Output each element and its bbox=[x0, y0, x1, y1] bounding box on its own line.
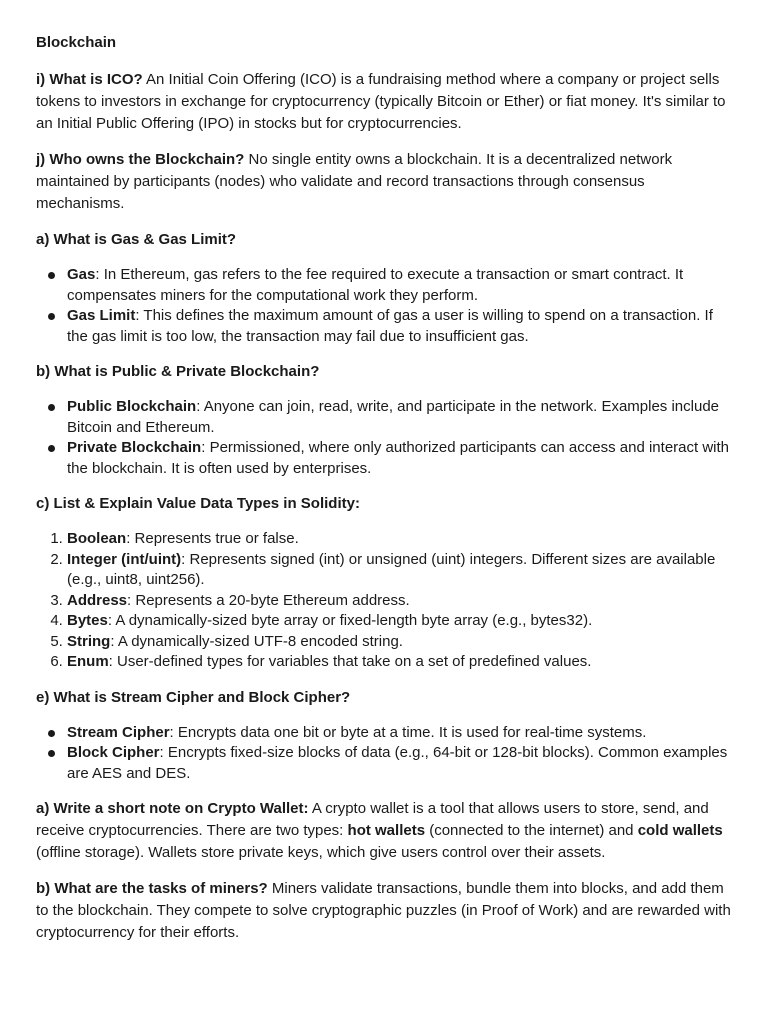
list-item-text: : In Ethereum, gas refers to the fee required to execute a transaction or smart contract. It compensates miners for the computational work they perform. bbox=[67, 266, 684, 304]
list-item bbox=[67, 397, 736, 438]
list-item bbox=[67, 265, 736, 306]
list-item-term: Private Blockchain bbox=[67, 439, 202, 456]
solidity-list bbox=[36, 529, 736, 673]
wallet-answer-part2: (connected to the internet) and bbox=[425, 822, 638, 839]
list-item-term: Enum bbox=[67, 653, 109, 670]
ico-question: i) What is ICO? bbox=[36, 71, 143, 88]
list-item bbox=[67, 591, 736, 612]
list-item-term: Integer (int/uint) bbox=[67, 550, 182, 568]
list-item bbox=[67, 438, 736, 479]
list-item-text: : User-defined types for variables that take on a set of predefined values. bbox=[108, 653, 592, 670]
list-item bbox=[67, 723, 736, 744]
list-item bbox=[67, 529, 736, 550]
list-item-text: : Represents a 20-byte Ethereum address. bbox=[127, 591, 410, 609]
ico-paragraph bbox=[36, 69, 736, 135]
list-item bbox=[67, 306, 736, 347]
wallet-paragraph bbox=[36, 798, 736, 864]
document-title: Blockchain bbox=[36, 34, 117, 51]
miners-question: b) What are the tasks of miners? bbox=[36, 880, 268, 897]
gas-list bbox=[36, 265, 736, 347]
list-item bbox=[67, 743, 736, 784]
list-item-term: Public Blockchain bbox=[67, 398, 197, 415]
ico-answer: An Initial Coin Offering (ICO) is a fundraising method where a company or project sells tokens to investors in exchange for cryptocurrency (typically Bitcoin or Ether) or fiat money. It's similar to an Initial Public Offering (IPO) in stocks but for cryptocurrencies. bbox=[36, 71, 726, 132]
list-item-text: : A dynamically-sized UTF-8 encoded string. bbox=[110, 632, 403, 650]
list-item-term: Stream Cipher bbox=[67, 723, 170, 741]
list-item-text: : Permissioned, where only authorized participants can access and interact with the blockchain. It is often used by enterprises. bbox=[67, 439, 730, 477]
list-item-term: Bytes bbox=[67, 612, 108, 629]
list-item bbox=[67, 611, 736, 632]
cipher-heading: e) What is Stream Cipher and Block Cipher? bbox=[36, 688, 351, 706]
wallet-answer-part1: A crypto wallet is a tool that allows users to store, send, and receive cryptocurrencies. There are two types: bbox=[36, 800, 709, 839]
gas-heading: a) What is Gas & Gas Limit? bbox=[36, 231, 237, 248]
list-item-term: Gas Limit bbox=[67, 307, 136, 324]
list-item bbox=[67, 652, 736, 673]
miners-answer: Miners validate transactions, bundle them into blocks, and add them to the blockchain. They compete to solve cryptographic puzzles (in Proof of Work) and are rewarded with cryptocurrency for their efforts. bbox=[36, 880, 731, 941]
list-item-term: Gas bbox=[67, 266, 96, 283]
solidity-heading: c) List & Explain Value Data Types in Solidity: bbox=[36, 495, 360, 512]
wallet-question: a) Write a short note on Crypto Wallet: bbox=[36, 800, 309, 817]
list-item-text: : This defines the maximum amount of gas a user is willing to spend on a transaction. If the gas limit is too low, the transaction may fail due to insufficient gas. bbox=[67, 307, 713, 345]
wallet-answer-part3: (offline storage). Wallets store private keys, which give users control over their assets. bbox=[36, 844, 606, 861]
list-item-text: : Represents true or false. bbox=[126, 530, 299, 547]
public-private-heading: b) What is Public & Private Blockchain? bbox=[36, 363, 320, 380]
list-item bbox=[67, 632, 736, 653]
list-item-text: : A dynamically-sized byte array or fixed-length byte array (e.g., bytes32). bbox=[107, 612, 593, 629]
owner-paragraph bbox=[36, 149, 736, 215]
list-item-term: String bbox=[67, 632, 111, 650]
owner-question: j) Who owns the Blockchain? bbox=[36, 151, 245, 168]
list-item-text: : Encrypts fixed-size blocks of data (e.g., 64-bit or 128-bit blocks). Common examples are AES and DES. bbox=[67, 744, 728, 782]
list-item-text: : Encrypts data one bit or byte at a time. It is used for real-time systems. bbox=[169, 723, 647, 741]
public-private-list bbox=[36, 397, 736, 479]
document-page bbox=[36, 32, 736, 958]
cold-wallets-term: cold wallets bbox=[637, 822, 723, 839]
list-item-text: : Represents signed (int) or unsigned (uint) integers. Different sizes are available (e.g., uint8, uint256). bbox=[67, 550, 716, 588]
list-item-term: Address bbox=[67, 591, 128, 609]
owner-answer: No single entity owns a blockchain. It is a decentralized network maintained by participants (nodes) who validate and record transactions through consensus mechanisms. bbox=[36, 151, 673, 212]
list-item-term: Boolean bbox=[67, 530, 127, 547]
list-item bbox=[67, 550, 736, 591]
miners-paragraph bbox=[36, 878, 736, 944]
list-item-term: Block Cipher bbox=[67, 744, 160, 761]
hot-wallets-term: hot wallets bbox=[347, 822, 426, 839]
list-item-text: : Anyone can join, read, write, and participate in the network. Examples include Bitcoin and Ethereum. bbox=[67, 398, 719, 436]
cipher-list bbox=[36, 723, 736, 785]
